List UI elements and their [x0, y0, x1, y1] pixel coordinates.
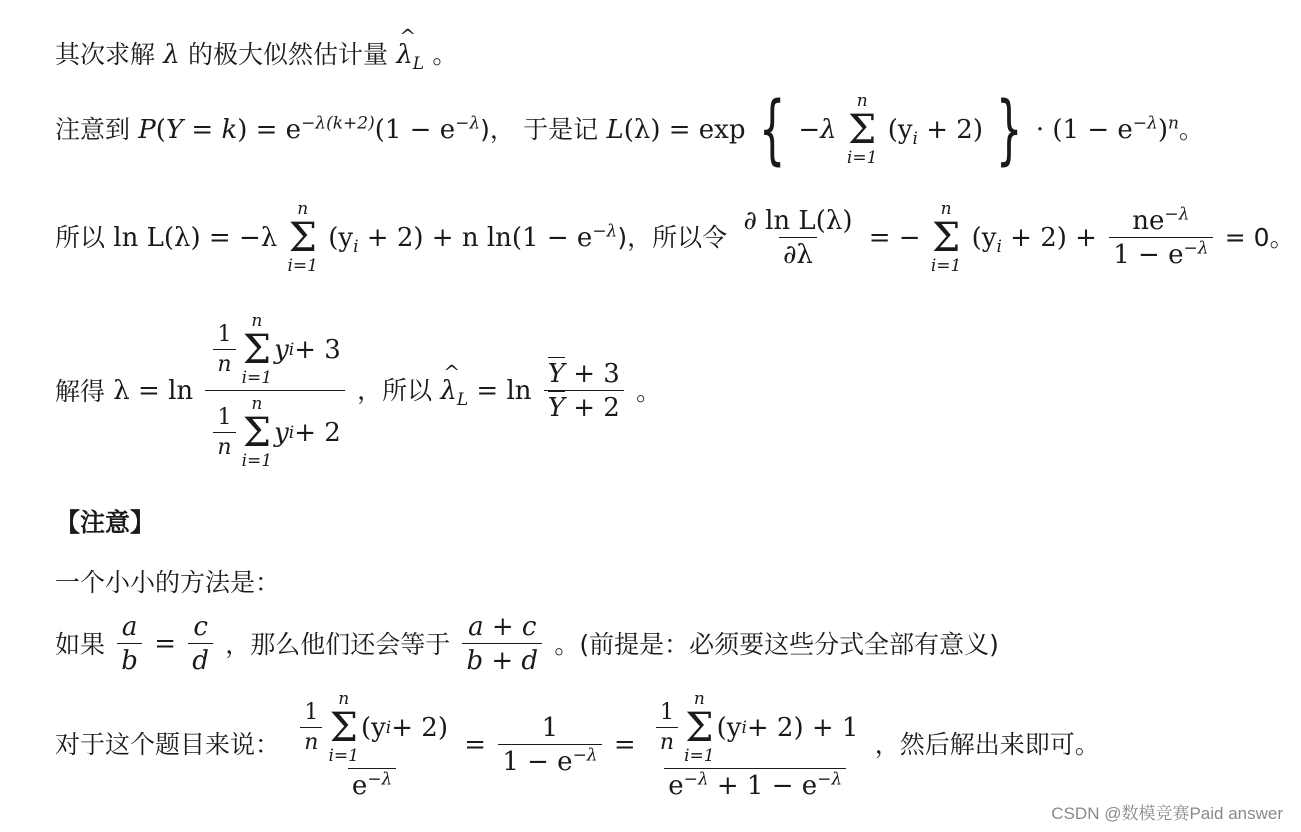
text: 。 — [432, 40, 458, 69]
text: 。(前提是：必须要这些分式全部有意义) — [554, 629, 999, 659]
math: (y — [887, 114, 913, 145]
subscript: L — [412, 54, 425, 75]
math: = — [154, 629, 176, 659]
summation — [287, 200, 318, 275]
math: −λ — [798, 114, 837, 145]
text: ，所以 — [357, 376, 433, 406]
numerator: 1 — [217, 321, 232, 347]
math: + 1 − e — [708, 771, 818, 802]
superscript: −λ — [1164, 204, 1190, 225]
big-fraction: $\frac{1}{n}$ n Σ i=1 (y i + 2) + 1 $e^{-\lambda} + 1 - e^{-\lambda}$ — [648, 690, 863, 799]
math: k — [221, 114, 238, 145]
sum-lower: i=1 — [846, 147, 878, 168]
text: = 0。 — [1224, 223, 1295, 253]
sum-upper: n — [338, 689, 350, 709]
superscript: −λ(k+2) — [301, 113, 375, 134]
sigma: Σ — [329, 704, 358, 751]
superscript: −λ — [592, 221, 618, 242]
math: = — [464, 729, 487, 760]
line-2 — [55, 84, 1204, 174]
denominator: n — [656, 727, 678, 754]
math: ( — [155, 114, 166, 145]
text: 所以令 — [652, 222, 728, 252]
numerator: 1 — [660, 699, 674, 725]
sigma: Σ — [931, 214, 961, 261]
subscript: i — [912, 128, 918, 149]
subscript: i — [996, 236, 1002, 257]
right-brace: } — [996, 84, 1023, 174]
line-3 — [55, 200, 1295, 275]
text: 。 — [636, 376, 662, 406]
sum-lower: i=1 — [328, 745, 359, 766]
superscript: n — [1167, 113, 1179, 134]
denominator: 1 − e — [1113, 239, 1184, 270]
text: 的极大似然估计量 — [188, 40, 389, 69]
math: = ln — [468, 376, 532, 407]
math: (y — [971, 222, 997, 253]
text: 对于这个题目来说： — [55, 730, 281, 760]
sum-lower: i=1 — [241, 367, 273, 388]
line-4 — [55, 312, 661, 471]
line-1 — [55, 40, 458, 75]
math-lambda-hat: ^ λ — [440, 378, 456, 404]
text: 如果 — [55, 629, 106, 659]
denominator: n — [213, 432, 235, 459]
big-fraction: $\frac{1}{n}$ n Σ i=1 y i + 3 $\frac{1}{n}$ n Σ i=1 y i + 2 — [205, 312, 344, 471]
denominator: n — [300, 727, 322, 754]
math: ln L(λ) = −λ — [113, 222, 278, 253]
sigma: Σ — [685, 704, 714, 751]
denominator: ∂λ — [779, 237, 817, 268]
subscript: L — [456, 390, 469, 411]
math: (y — [360, 712, 386, 743]
left-brace: { — [758, 84, 786, 174]
math: Y — [165, 114, 184, 145]
sum-upper: n — [856, 91, 868, 111]
numerator: 1 — [541, 712, 559, 743]
text: ，然后解出来即可。 — [874, 730, 1100, 760]
math: + 3 — [564, 359, 620, 390]
line-6: 一个小小的方法是： — [55, 568, 281, 597]
math-ybar: Y — [547, 359, 565, 390]
sigma: Σ — [288, 214, 317, 261]
sum-upper: n — [251, 311, 263, 331]
superscript: −λ — [572, 745, 598, 766]
denominator: b — [117, 643, 142, 674]
math: λ = ln — [113, 376, 194, 407]
math: ) = e — [237, 114, 302, 145]
subscript: i — [353, 236, 359, 257]
superscript: −λ — [817, 769, 843, 790]
sum-lower: i=1 — [684, 745, 715, 766]
sum-upper: n — [297, 199, 309, 219]
math: + 2) + n ln(1 − e — [358, 222, 593, 253]
sum-lower: i=1 — [930, 255, 962, 276]
sigma: Σ — [848, 106, 877, 153]
math: = — [613, 729, 636, 760]
numerator: a + c — [468, 612, 537, 642]
math: y — [274, 334, 289, 365]
math-lambda-hat: ^ λ — [396, 42, 412, 68]
text: ，那么他们还会等于 — [225, 629, 451, 659]
superscript: −λ — [1132, 113, 1158, 134]
text: )， — [617, 222, 653, 252]
math-ybar: Y — [547, 393, 565, 424]
sum-upper: n — [693, 689, 705, 709]
math: (λ) = exp — [623, 114, 746, 145]
text: 。 — [1178, 114, 1204, 144]
numerator: 1 — [304, 699, 319, 725]
math: = − — [868, 222, 921, 253]
sum-upper: n — [940, 199, 952, 219]
denominator: d — [188, 643, 213, 674]
math: 1 − e — [502, 746, 573, 777]
math: (1 − e — [374, 114, 456, 145]
numerator: a — [121, 612, 138, 642]
text: 解得 — [55, 376, 106, 406]
numerator: ∂ ln L(λ) — [743, 205, 853, 236]
math: + 2) + 1 — [746, 712, 859, 743]
text: )， — [480, 114, 515, 144]
line-7 — [55, 614, 999, 674]
fraction — [1109, 204, 1212, 270]
math: + 3 — [294, 334, 341, 365]
math: e — [351, 771, 368, 802]
superscript: −λ — [455, 113, 481, 134]
sigma: Σ — [242, 410, 271, 457]
sum-lower: i=1 — [241, 451, 273, 472]
math: y — [274, 418, 289, 449]
watermark: CSDN @数模竞赛Paid answer — [1051, 804, 1283, 823]
math: + 2 — [564, 393, 620, 424]
big-fraction: $\frac{1}{n}$ n Σ i=1 (y i + 2) $e^{-\lambda}$ — [292, 690, 452, 799]
math: + 2 — [294, 418, 341, 449]
denominator: n — [213, 349, 235, 376]
sum-upper: n — [251, 394, 263, 415]
math: (y — [716, 712, 742, 743]
math: e — [668, 771, 684, 802]
fraction — [739, 205, 856, 270]
math: + 2) — [391, 712, 448, 743]
numerator: c — [193, 612, 208, 642]
denominator: b + d — [462, 643, 542, 674]
numerator: ne — [1132, 205, 1165, 236]
sigma: Σ — [242, 326, 271, 373]
summation — [931, 200, 962, 275]
superscript: −λ — [683, 769, 709, 790]
math-lambda: λ — [163, 40, 180, 70]
math: P — [138, 114, 156, 145]
math: + 2) + — [1001, 222, 1097, 253]
math: (y — [328, 222, 354, 253]
text: 于是记 — [523, 114, 599, 144]
fraction — [498, 712, 601, 777]
text: 注意到 — [55, 115, 131, 145]
math: + 2) — [917, 114, 983, 145]
math: ) — [1157, 114, 1168, 145]
numerator: 1 — [217, 405, 232, 431]
superscript: −λ — [1183, 238, 1209, 259]
note-heading: 【注意】 — [55, 508, 156, 537]
fraction — [544, 359, 624, 424]
summation — [847, 92, 878, 167]
math: L — [606, 114, 624, 145]
line-8 — [55, 689, 1100, 802]
text: 其次求解 — [55, 40, 156, 69]
superscript: −λ — [367, 769, 393, 790]
sum-lower: i=1 — [287, 255, 318, 276]
math: · (1 − e — [1035, 114, 1133, 145]
text: 所以 — [55, 223, 106, 253]
math: = — [183, 114, 222, 145]
